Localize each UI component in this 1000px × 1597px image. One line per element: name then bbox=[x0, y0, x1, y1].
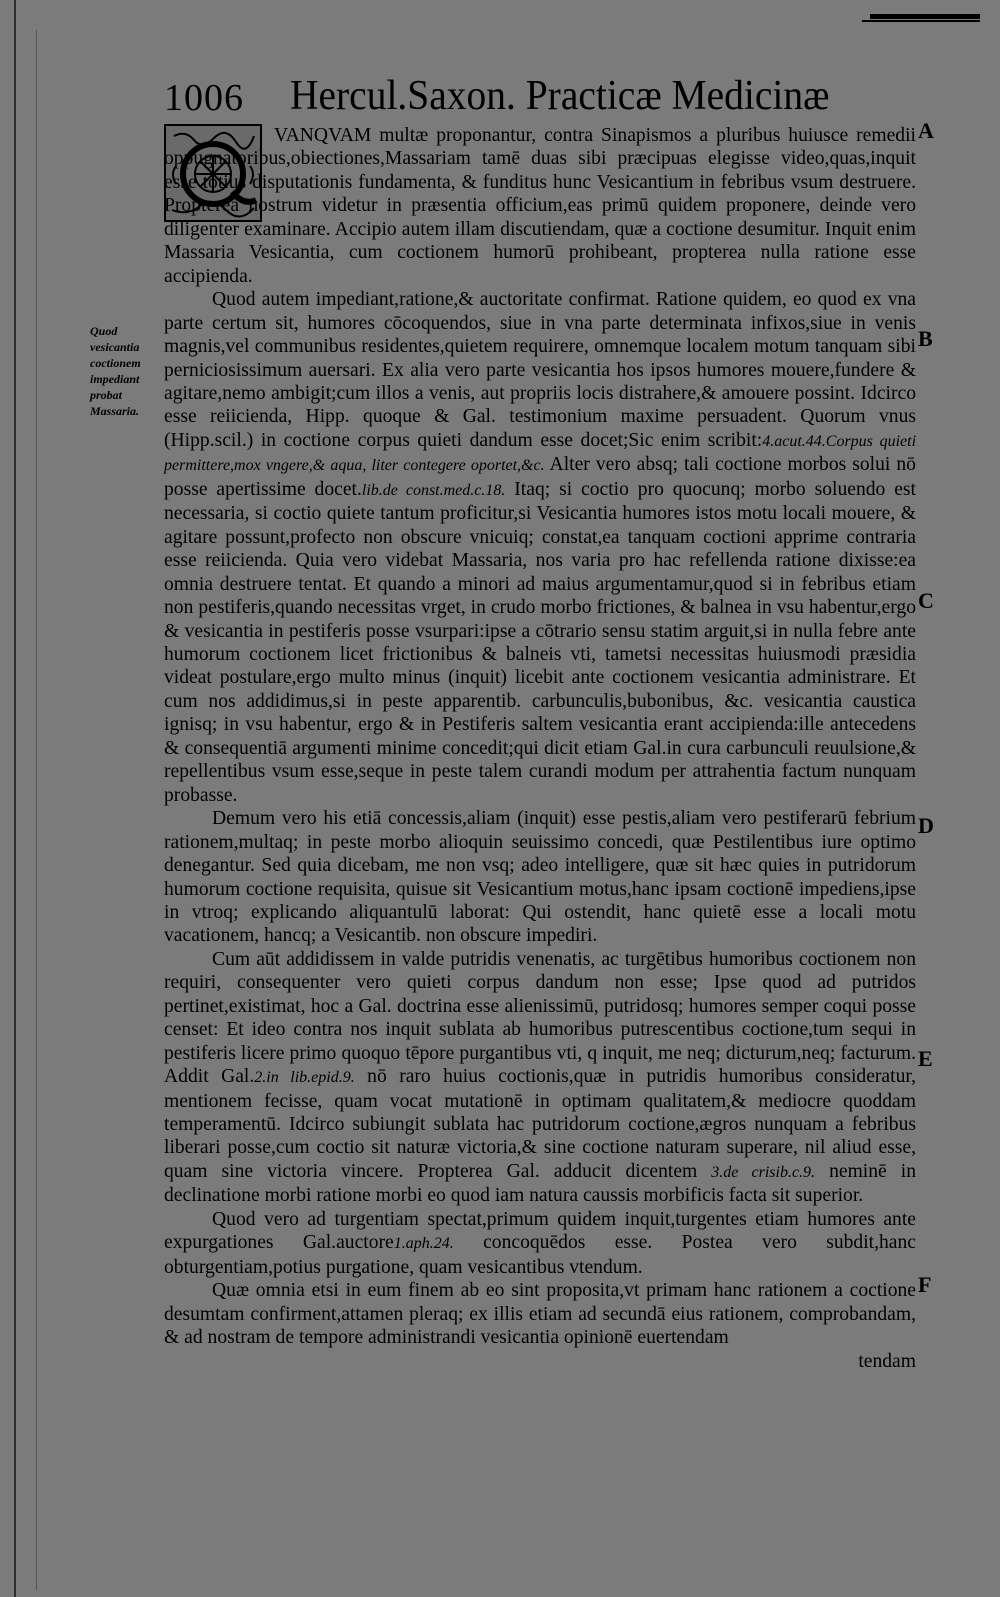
gutter-line-inner bbox=[36, 30, 37, 1590]
paragraph-4 bbox=[164, 948, 916, 1208]
paragraph-1: VANQVAM multæ proponantur, contra Sinapismos a pluribus huiusce remedii oppugnatoribus,obiectiones,Massariam tamē duas sibi præcipuas elegisse video,quas,inquit esse totius disputationis fundamenta, & funditus hunc Vesicantium in febribus vsum destruere. Propterea nostrum videtur in præsentia officium,eas primū quidem proponere, deinde vero diligenter examinare. Accipio autem illam discutiendam, quæ a coctione desumitur. Inquit enim Massaria Vesicantia, cum coctionem humorū prohibeant, propterea nulla ratione esse accipienda. bbox=[164, 125, 916, 287]
top-rule bbox=[870, 14, 980, 19]
paragraph-2 bbox=[164, 288, 916, 807]
margin-letter-a: A bbox=[918, 118, 934, 143]
paragraph-2-text-a: Quod autem impediant,ratione,& auctoritate confirmat. Ratione quidem, eo quod ex vna parte certum sit, humores cōcoquendos, siue in vna parte determinata infixos,siue in venis magnis,vel communibus residentes,quietem requirere, omnemque localem motum tanquam sibi perniciosissimum auersari. Ex alia vero parte vesicantia hos ipsos humores mouere,fundere & agitare,nemo ambigit;cum illos a venis, aut propriis locis distrahere,& amouere possint. Idcirco esse reiicienda, Hipp. quoque & Gal. testimonium maxime persuadent. Quorum vnus (Hipp.scil.) in coctione corpus quieti dandum esse docet;Sic enim scribit: bbox=[164, 289, 916, 451]
top-rule-thin bbox=[862, 20, 980, 22]
paragraph-5 bbox=[164, 1208, 916, 1279]
paragraph-2-text-b: Alter vero absq; tali coctione morbos solui nō posse apertissime docet. bbox=[164, 454, 916, 500]
page-number: 1006 bbox=[164, 77, 244, 119]
citation-hipp-acut: 4.acut.44.Corpus quieti permittere,mox vngere,& aqua, liter contegere oportet,&c. bbox=[164, 432, 917, 475]
margin-letter-b: B bbox=[918, 326, 933, 351]
margin-letter-e: E bbox=[918, 1046, 933, 1071]
marginal-note: Quod vesicantia coctionem impediant probat Massaria. bbox=[90, 324, 141, 418]
paragraph-5-text-b: concoquēdos esse. Postea vero subdit,hanc obturgentiam,potius purgatione, quam vesicantibus vtendum. bbox=[164, 1232, 916, 1278]
gutter-line bbox=[14, 0, 16, 1597]
running-title: Hercul.Saxon. Practicæ Medicinæ bbox=[290, 73, 830, 119]
paragraph-3: Demum vero his etiā concessis,aliam (inquit) esse pestis,aliam vero pestiferarū febrium rationem,multaq; in peste morbo alioquin seuissimo concedi, quæ Pestilentibus iure optimo denegantur. Sed quia dicebam, me non vsq; adeo intelligere, quæ sit hæc quies in putridorum humorum coctione requisita, quisue sit Vesicantium motus,hanc ipsam coctionē impediens,ipse in vtroq; explicando aliquantulū laborat: Qui ostendit, hanc quietē esse a locali motu vacationem, hancq; a Vesicantib. non obscure impediri. bbox=[164, 808, 916, 947]
citation-gal-epid: 2.in lib.epid.9. bbox=[254, 1069, 355, 1087]
margin-letter-c: C bbox=[918, 588, 934, 613]
citation-gal-crisib: 3.de crisib.c.9. bbox=[711, 1163, 816, 1181]
paragraph-4-text-c: neminē in declinatione morbi ratione morbi eo quod iam natura caussis morbificis facta sit superior. bbox=[164, 1160, 916, 1207]
margin-letter-d: D bbox=[918, 813, 934, 838]
paragraph-5-text-a: Quod vero ad turgentiam spectat,primum quidem inquit,turgentes etiam humores ante expurgationes Gal.auctore bbox=[164, 1208, 916, 1254]
catchword: tendam bbox=[858, 1350, 916, 1372]
paragraph-4-text-a: Cum aūt addidissem in valde putridis venenatis, ac turgētibus humoribus coctionem non requiri, consequenter vero quieti corpus dandum non esse; Ipse quod ad putridos pertinet,existimat, hoc a Gal. doctrina esse alienissimū, putridosq; humores semper coqui posse censet: Et ideo contra nos inquit sublata ab humoribus putrescentibus coctione,tum sequi in pestiferis licere primo quoquo tēpore purgantibus vti, q inquit, me neq; dicturum,neq; facturum. Addit Gal. bbox=[164, 948, 916, 1088]
margin-letter-f: F bbox=[918, 1272, 932, 1297]
body-text bbox=[164, 124, 916, 1373]
citation-gal-const: lib.de const.med.c.18. bbox=[361, 481, 506, 499]
paragraph-2-text-c: Itaq; si coctio pro quocunq; morbo soluendo est necessaria, si coctio quiete tantum proficitur,si Vesicantia humores istos motu locali mouere, & agitare possunt,profecto non obscure vnicuiq; constat,ea tanquam coctioni apprime contraria esse reiicienda. Quia vero videbat Massaria, nos varia pro hac refellenda ratione dixisse:ea omnia destruere tentat. Et quando a minori ad maius argumentamur,quod si in febribus etiam non pestiferis,quando necessitas vrget, in crudo morbo frictiones, & balnea in vsu habentur,ergo & vesicantia in pestiferis posse vsurpari:ipse a cōtrario sensu statim arguit,si in nulla febre ante humorum coctionem licet frictionibus & balneis vti, tametsi necessitas huiusmodi præsidia videat postulare,ergo multo minus (inquit) licebit ante coctionem vesicantia administrare. Et cum nos addidimus,si in peste apparentib. carbunculis,bubonibus, &c. vesicantia caustica ignisq; in vsu habentur, ergo & in Pestiferis saltem vesicantia erant accipienda:ille antecedens & consequentiā argumenti minime concedit;qui dicit etiam Gal.in cura carbunculi reuulsione,& repellentibus vsum esse,seque in peste talem curandi modum per attrahentia factum nunquam probasse. bbox=[164, 478, 917, 806]
citation-aph: 1.aph.24. bbox=[393, 1235, 454, 1253]
paragraph-4-text-b: nō raro huius coctionis,quæ in putridis humoribus consideratur, mentionem fecisse, quam vocat mutationē in optimam qualitatem,& mediocre quoddam temperamentū. Idcirco subiungit sublata hac putridorum coctione,ægros nunquam a febribus liberari posse,cum coctio sit naturæ victoria,& sine coctione naturam superare, nil aliud esse, quam sine victoria vincere. Propterea Gal. adducit dicentem bbox=[164, 1066, 917, 1182]
paragraph-6: Quæ omnia etsi in eum finem ab eo sint proposita,vt primam hanc rationem a coctione desumtam confirment,attamen pleraq; ex illis etiam ad secundā eius rationem, comprobandam, & ad nostram de tempore administrandi vesicantia opinionē euertendam bbox=[164, 1280, 916, 1349]
